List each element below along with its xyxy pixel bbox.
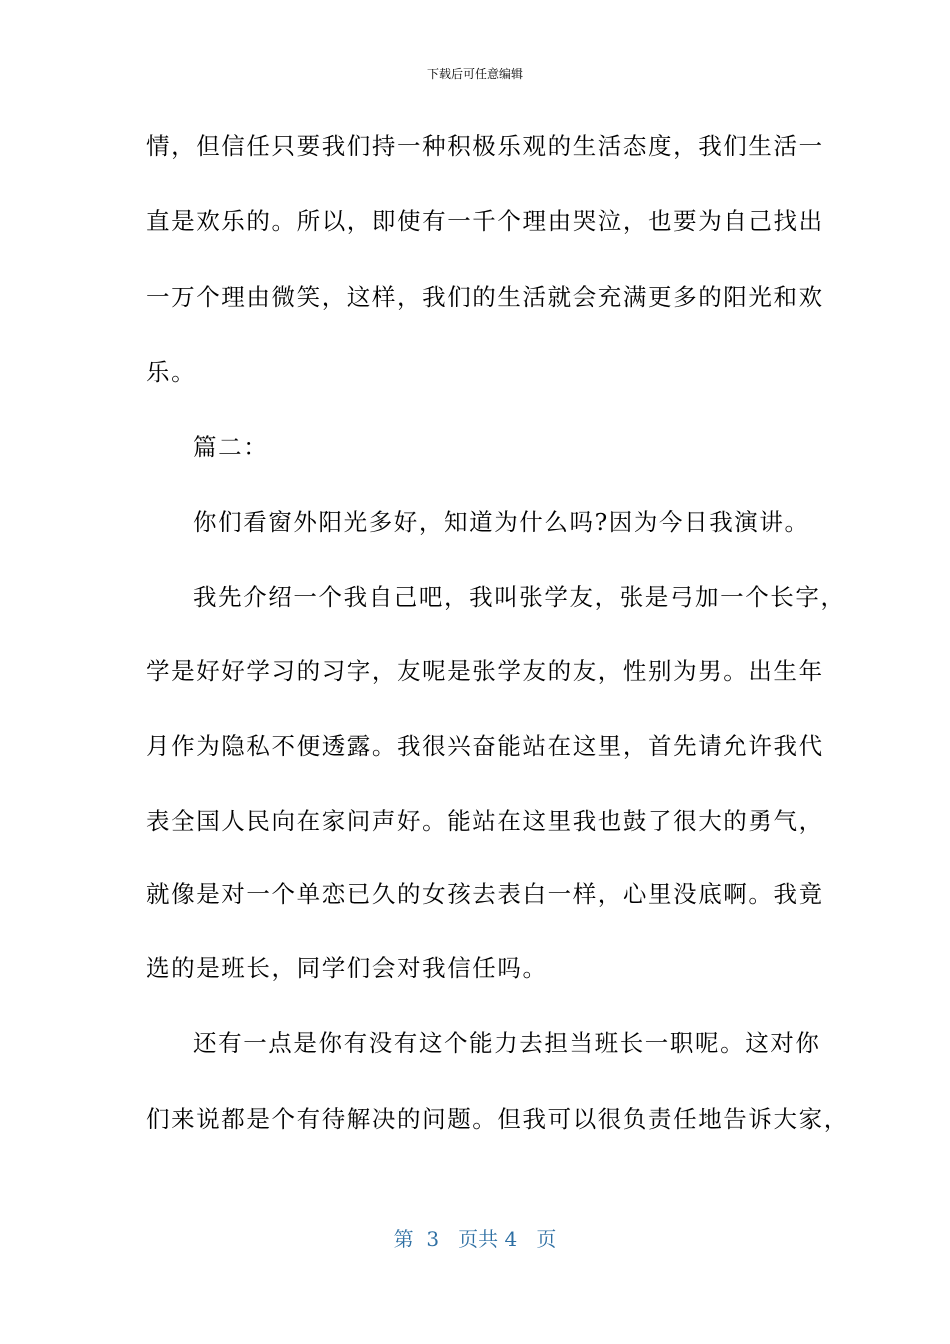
text-line: 情，但信任只要我们持一种积极乐观的生活态度，我们生活一 (146, 132, 824, 160)
text-line: 表全国人民向在家问声好。能站在这里我也鼓了很大的勇气， (146, 807, 824, 835)
footer-total-pages: 4 (504, 1227, 518, 1251)
text-line: 还有一点是你有没有这个能力去担当班长一职呢。这对你 (193, 1029, 821, 1057)
footer-suffix: 页 (536, 1227, 557, 1251)
footer-current-page: 3 (426, 1227, 440, 1251)
footer-prefix: 第 (393, 1227, 414, 1251)
text-line: 选的是班长，同学们会对我信任吗。 (146, 954, 548, 982)
footer-middle: 页共 (458, 1227, 499, 1251)
text-line: 你们看窗外阳光多好，知道为什么吗?因为今日我演讲。 (193, 508, 810, 536)
text-line: 直是欢乐的。所以，即使有一千个理由哭泣，也要为自己找出 (146, 207, 824, 235)
text-line: 就像是对一个单恋已久的女孩去表白一样，心里没底啊。我竟 (146, 880, 824, 908)
page-footer (0, 1226, 950, 1252)
text-line: 我先介绍一个我自己吧，我叫张学友，张是弓加一个长字， (193, 583, 846, 611)
page-header: 下载后可任意编辑 (426, 67, 523, 81)
text-line: 乐。 (146, 358, 197, 386)
text-line: 们来说都是个有待解决的问题。但我可以很负责任地告诉大家， (146, 1105, 849, 1133)
text-line: 月作为隐私不便透露。我很兴奋能站在这里，首先请允许我代 (146, 732, 824, 760)
section-heading: 篇二： (193, 433, 269, 461)
text-line: 一万个理由微笑，这样，我们的生活就会充满更多的阳光和欢 (146, 283, 824, 311)
text-line: 学是好好学习的习字，友呢是张学友的友，性别为男。出生年 (146, 657, 824, 685)
